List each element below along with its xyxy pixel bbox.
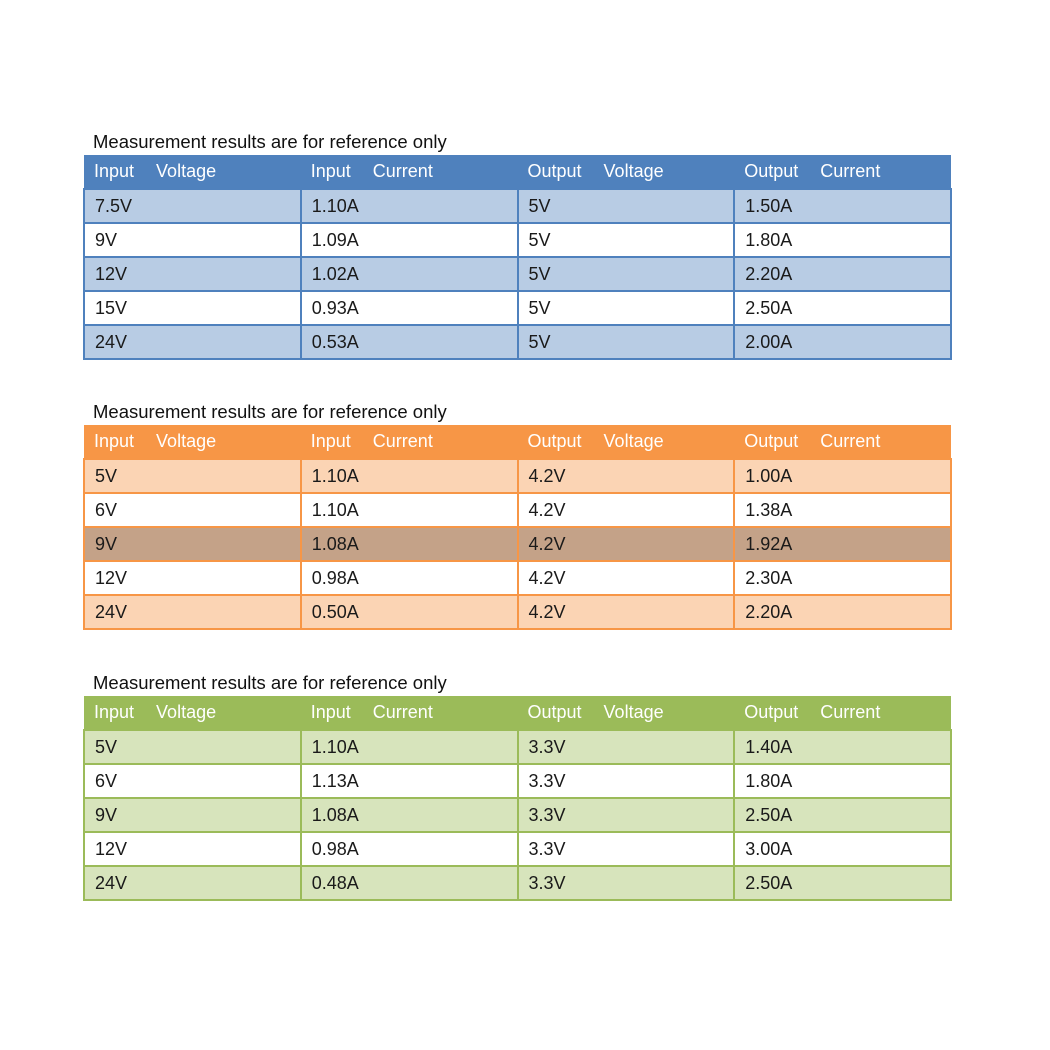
table-row	[84, 832, 951, 866]
table-caption: Measurement results are for reference only	[93, 401, 447, 422]
cell-input-current: 1.02A	[301, 257, 518, 291]
cell-output-current: 2.00A	[734, 325, 951, 359]
cell-input-current: 1.10A	[301, 459, 518, 493]
cell-input-current: 0.53A	[301, 325, 518, 359]
cell-input-voltage: 5V	[84, 730, 301, 764]
header-output-current: Output Current	[734, 425, 951, 459]
table-row	[84, 561, 951, 595]
cell-output-current: 1.38A	[734, 493, 951, 527]
cell-output-voltage: 4.2V	[518, 459, 735, 493]
measurement-table-block-blue	[83, 129, 950, 360]
table-header-row	[84, 696, 951, 730]
cell-output-voltage: 5V	[518, 189, 735, 223]
cell-output-voltage: 3.3V	[518, 866, 735, 900]
header-input-current: Input Current	[301, 696, 518, 730]
cell-output-voltage: 3.3V	[518, 730, 735, 764]
cell-input-voltage: 7.5V	[84, 189, 301, 223]
cell-input-current: 1.10A	[301, 730, 518, 764]
cell-input-voltage: 12V	[84, 257, 301, 291]
cell-output-voltage: 4.2V	[518, 493, 735, 527]
cell-output-current: 2.20A	[734, 257, 951, 291]
table-header-row	[84, 425, 951, 459]
table-row	[84, 325, 951, 359]
cell-input-current: 1.08A	[301, 798, 518, 832]
table-row	[84, 223, 951, 257]
cell-input-current: 0.48A	[301, 866, 518, 900]
cell-output-voltage: 4.2V	[518, 595, 735, 629]
measurement-table	[83, 425, 952, 630]
cell-input-current: 1.10A	[301, 189, 518, 223]
header-input-voltage: Input Voltage	[84, 696, 301, 730]
header-input-current: Input Current	[301, 155, 518, 189]
table-row	[84, 257, 951, 291]
header-output-current: Output Current	[734, 696, 951, 730]
header-input-voltage: Input Voltage	[84, 155, 301, 189]
cell-input-voltage: 9V	[84, 223, 301, 257]
measurement-table	[83, 696, 952, 901]
header-output-voltage: Output Voltage	[518, 155, 735, 189]
cell-output-current: 1.40A	[734, 730, 951, 764]
header-output-voltage: Output Voltage	[518, 425, 735, 459]
cell-output-current: 1.80A	[734, 223, 951, 257]
cell-output-voltage: 5V	[518, 223, 735, 257]
table-row	[84, 493, 951, 527]
table-row	[84, 866, 951, 900]
header-input-current: Input Current	[301, 425, 518, 459]
table-row	[84, 595, 951, 629]
cell-input-current: 0.50A	[301, 595, 518, 629]
table-caption: Measurement results are for reference only	[93, 131, 447, 152]
cell-input-current: 1.08A	[301, 527, 518, 561]
header-input-voltage: Input Voltage	[84, 425, 301, 459]
cell-input-current: 1.10A	[301, 493, 518, 527]
cell-output-voltage: 4.2V	[518, 527, 735, 561]
cell-output-voltage: 3.3V	[518, 798, 735, 832]
cell-output-current: 1.50A	[734, 189, 951, 223]
table-row	[84, 798, 951, 832]
header-output-voltage: Output Voltage	[518, 696, 735, 730]
measurement-table-block-orange	[83, 399, 950, 630]
cell-output-current: 2.20A	[734, 595, 951, 629]
measurement-table-block-green	[83, 670, 950, 901]
cell-input-current: 0.98A	[301, 832, 518, 866]
cell-output-current: 1.00A	[734, 459, 951, 493]
measurement-table	[83, 155, 952, 360]
table-caption: Measurement results are for reference only	[93, 672, 447, 693]
cell-input-current: 0.98A	[301, 561, 518, 595]
cell-output-voltage: 5V	[518, 257, 735, 291]
cell-output-current: 2.30A	[734, 561, 951, 595]
table-row	[84, 764, 951, 798]
cell-output-current: 2.50A	[734, 291, 951, 325]
cell-output-voltage: 3.3V	[518, 832, 735, 866]
table-row-highlighted	[84, 527, 951, 561]
cell-input-current: 1.09A	[301, 223, 518, 257]
cell-output-current: 1.80A	[734, 764, 951, 798]
header-output-current: Output Current	[734, 155, 951, 189]
cell-input-voltage: 15V	[84, 291, 301, 325]
table-header-row	[84, 155, 951, 189]
cell-output-voltage: 5V	[518, 325, 735, 359]
cell-input-voltage: 9V	[84, 527, 301, 561]
table-row	[84, 189, 951, 223]
cell-input-voltage: 6V	[84, 493, 301, 527]
cell-output-current: 2.50A	[734, 866, 951, 900]
cell-input-voltage: 24V	[84, 866, 301, 900]
cell-output-voltage: 4.2V	[518, 561, 735, 595]
table-row	[84, 459, 951, 493]
cell-output-voltage: 3.3V	[518, 764, 735, 798]
cell-input-voltage: 24V	[84, 595, 301, 629]
table-row	[84, 730, 951, 764]
cell-input-current: 0.93A	[301, 291, 518, 325]
cell-input-voltage: 12V	[84, 561, 301, 595]
cell-input-voltage: 6V	[84, 764, 301, 798]
cell-input-voltage: 9V	[84, 798, 301, 832]
cell-input-voltage: 5V	[84, 459, 301, 493]
cell-output-current: 2.50A	[734, 798, 951, 832]
table-row	[84, 291, 951, 325]
cell-output-voltage: 5V	[518, 291, 735, 325]
cell-input-current: 1.13A	[301, 764, 518, 798]
cell-input-voltage: 12V	[84, 832, 301, 866]
cell-output-current: 3.00A	[734, 832, 951, 866]
cell-input-voltage: 24V	[84, 325, 301, 359]
cell-output-current: 1.92A	[734, 527, 951, 561]
